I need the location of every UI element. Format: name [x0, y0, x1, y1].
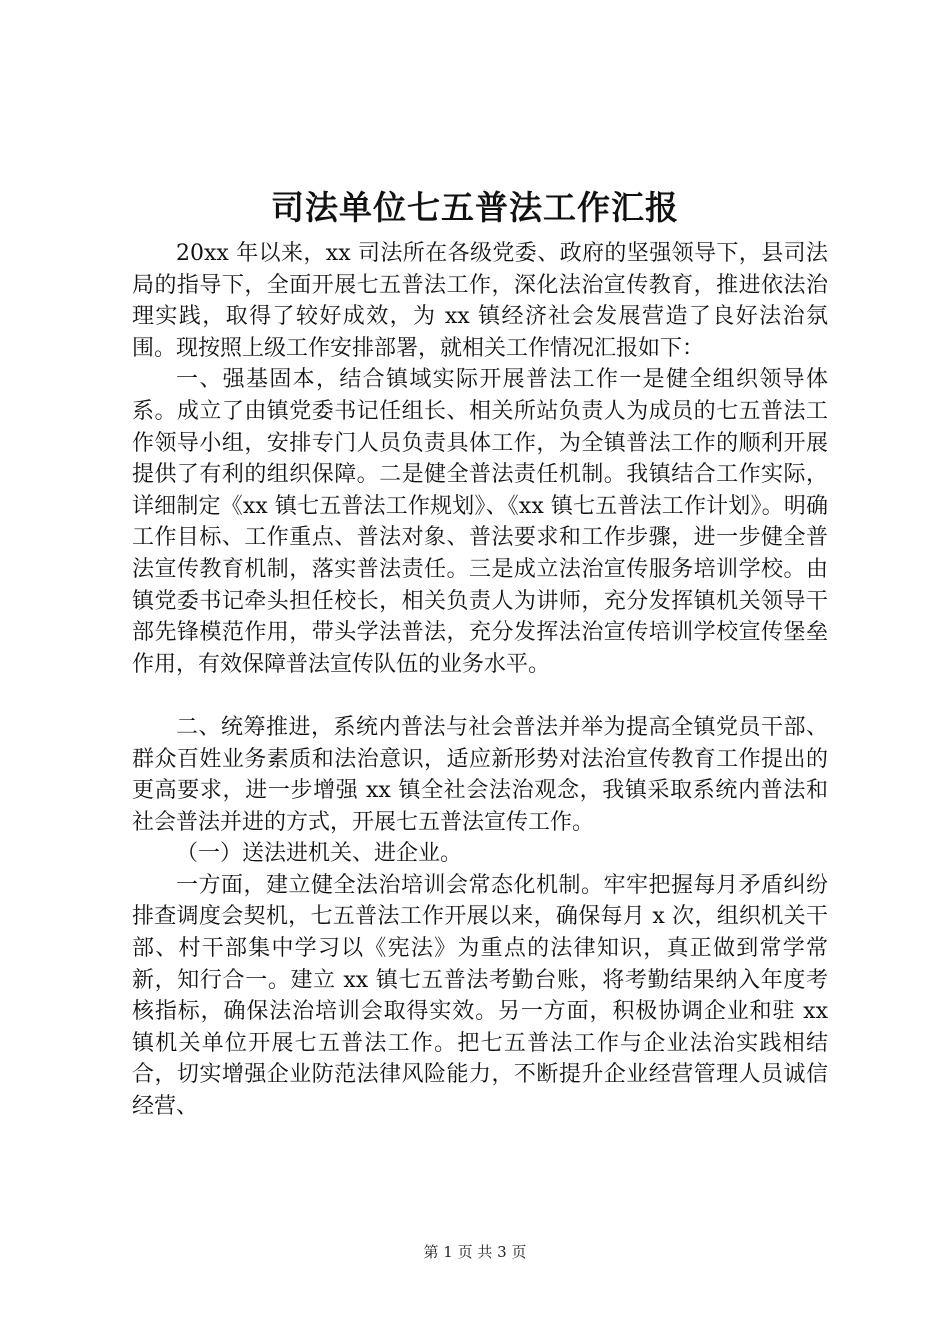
paragraph-subheading-1: （一）送法进机关、进企业。 — [176, 841, 463, 867]
paragraph-section-2: 二、统筹推进，系统内普法与社会普法并举为提高全镇党员干部、群众百姓业务素质和法治意识，适应新形势对法治宣传教育工作提出的更高要求，进一步增强 xx 镇全社会法治观念，我镇采取系统内普法和社会普法并进的方式，开展七五普法宣传工作。 — [132, 714, 828, 835]
document-title: 司法单位七五普法工作汇报 — [271, 188, 679, 227]
page-footer: 第 1 页 共 3 页 — [423, 1243, 527, 1261]
document-body — [132, 238, 828, 1123]
paragraph-subsection-1: 一方面，建立健全法治培训会常态化机制。牢牢把握每月矛盾纠纷排查调度会契机，七五普法工作开展以来，确保每月 x 次，组织机关干部、村干部集中学习以《宪法》为重点的法律知识，真正做到常学常新，知行合一。建立 xx 镇七五普法考勤台账，将考勤结果纳入年度考核指标，确保法治培训会取得实效。另一方面，积极协调企业和驻 xx 镇机关单位开展七五普法工作。把七五普法工作与企业法治实践相结合，切实增强企业防范法律风险能力，不断提升企业经营管理人员诚信经营、 — [132, 872, 828, 1120]
paragraph-section-1: 一、强基固本，结合镇域实际开展普法工作一是健全组织领导体系。成立了由镇党委书记任组长、相关所站负责人为成员的七五普法工作领导小组，安排专门人员负责具体工作，为全镇普法工作的顺利开展提供了有利的组织保障。二是健全普法责任机制。我镇结合工作实际，详细制定《xx 镇七五普法工作规划》、《xx 镇七五普法工作计划》。明确工作目标、工作重点、普法对象、普法要求和工作步骤，进一步健全普法宣传教育机制，落实普法责任。三是成立法治宣传服务培训学校。由镇党委书记牵头担任校长，相关负责人为讲师，充分发挥镇机关领导干部先锋模范作用，带头学法普法，充分发挥法治宣传培训学校宣传堡垒作用，有效保障普法宣传队伍的业务水平。 — [132, 367, 828, 677]
paragraph-intro: 20xx 年以来，xx 司法所在各级党委、政府的坚强领导下，县司法局的指导下，全面开展七五普法工作，深化法治宣传教育，推进依法治理实践，取得了较好成效，为 xx 镇经济社会发展营造了良好法治氛围。现按照上级工作安排部署，就相关工作情况汇报如下： — [132, 241, 828, 361]
